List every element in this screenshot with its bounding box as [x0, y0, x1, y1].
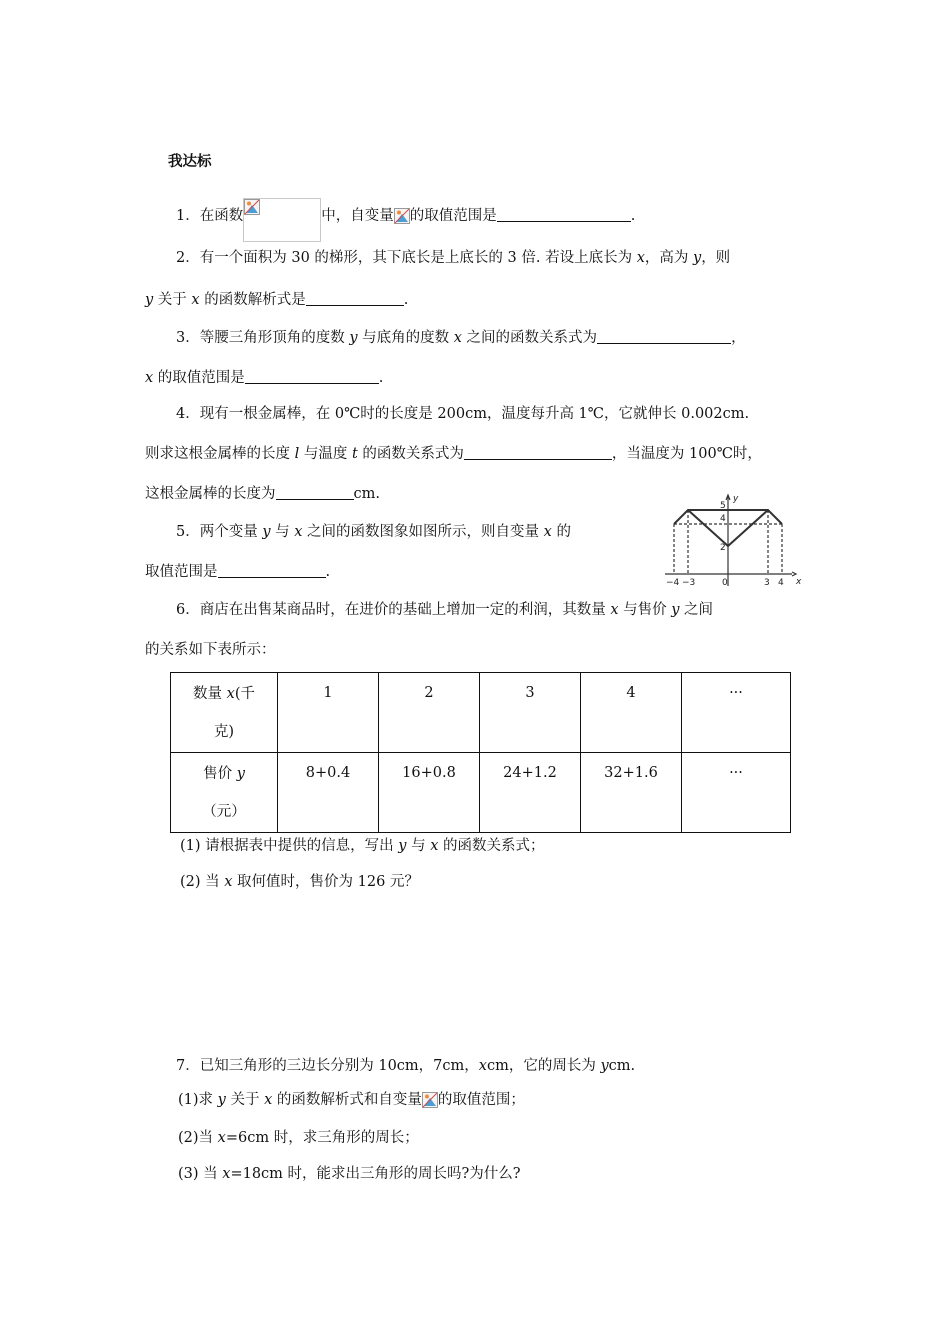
- question-6-line-2: 的关系如下表所示：: [145, 642, 276, 658]
- q2-text-e: 的函数解析式是: [199, 292, 306, 308]
- question-2-line-2: [145, 290, 408, 310]
- q7-s2-text: =6cm 时，求三角形的周长；: [225, 1130, 419, 1146]
- function-graph: [660, 490, 810, 590]
- q6-s2-text: 取何值时，售价为 126 元？: [232, 874, 419, 890]
- question-7: [176, 1056, 635, 1076]
- var-x: x: [478, 1058, 487, 1074]
- answer-blank[interactable]: [597, 329, 731, 344]
- table-cell: ···: [682, 753, 791, 833]
- q5-text-b: 与: [270, 524, 295, 540]
- question-4: [176, 404, 749, 424]
- table-cell: 3: [480, 673, 581, 753]
- var-l: l: [294, 446, 300, 462]
- question-1: [176, 198, 635, 242]
- var-x: x: [222, 1166, 231, 1182]
- var-y: y: [600, 1058, 609, 1074]
- q3-end: .: [378, 370, 384, 386]
- answer-blank[interactable]: [276, 485, 354, 500]
- answer-blank[interactable]: [245, 369, 379, 384]
- tick-neg4: −4: [666, 578, 680, 588]
- q2-number: 2．: [176, 250, 200, 266]
- q4-text-c: 与温度: [299, 446, 352, 462]
- q4-text-a: 现有一根金属棒，在 0℃时的长度是 200cm，温度每升高 1℃，它就伸长 0.002cm.: [199, 406, 750, 422]
- var-x: x: [264, 1092, 273, 1108]
- var-x: x: [453, 330, 462, 346]
- table-cell: 32+1.6: [581, 753, 682, 833]
- var-x: x: [226, 686, 235, 702]
- q6-s1-text: 的函数关系式；: [438, 838, 545, 854]
- tick-y-2: 2: [720, 543, 726, 553]
- q1-text-b: 中，自变量: [321, 208, 394, 224]
- q7-s2-text: (2)当: [178, 1130, 218, 1146]
- q1-end: .: [630, 208, 636, 224]
- var-t: t: [351, 446, 358, 462]
- tick-4: 4: [778, 578, 784, 588]
- var-y: y: [145, 292, 154, 308]
- q6-number: 6．: [176, 602, 200, 618]
- table-cell: 1: [278, 673, 379, 753]
- var-x: x: [217, 1130, 226, 1146]
- question-6-sub-1: [180, 836, 544, 856]
- question-4-line-3: [145, 484, 380, 504]
- question-2: [176, 248, 730, 268]
- tick-y-5: 5: [720, 501, 726, 511]
- tick-neg3: −3: [682, 578, 696, 588]
- table-cell: 16+0.8: [379, 753, 480, 833]
- y-label: y: [733, 494, 739, 504]
- question-6-sub-2: [180, 872, 419, 892]
- q6-text-b: 与售价: [618, 602, 672, 618]
- var-x: x: [610, 602, 619, 618]
- q7-text-c: cm.: [608, 1058, 636, 1074]
- q7-text-a: 已知三角形的三边长分别为 10cm，7cm，: [199, 1058, 479, 1074]
- q2-text-a: 有一个面积为 30 的梯形，其下底长是上底长的 3 倍. 若设上底长为: [199, 250, 637, 266]
- question-5: [176, 522, 571, 542]
- answer-blank[interactable]: [306, 291, 404, 306]
- x-label: x: [796, 577, 802, 587]
- table-cell: ···: [682, 673, 791, 753]
- q6-s2-text: (2) 当: [180, 874, 225, 890]
- q6-s1-text: 与: [406, 838, 431, 854]
- var-y: y: [349, 330, 358, 346]
- var-y: y: [692, 250, 702, 266]
- header-text: 售价: [203, 766, 237, 782]
- q7-number: 7．: [176, 1058, 200, 1074]
- q3-text-d: 的取值范围是: [153, 370, 245, 386]
- answer-blank[interactable]: [464, 445, 612, 460]
- broken-image-icon: [394, 208, 410, 224]
- question-4-line-2: [145, 444, 762, 464]
- q7-s1-text: 的函数解析式和自变量: [272, 1092, 422, 1108]
- var-x: x: [543, 524, 552, 540]
- q3-text-a: 等腰三角形顶角的度数: [199, 330, 350, 346]
- broken-image-icon: [422, 1092, 438, 1108]
- q3-text-b: 与底角的度数: [357, 330, 454, 346]
- q2-text-b: ，高为: [644, 250, 693, 266]
- q3-comma: ，: [731, 330, 746, 346]
- answer-blank[interactable]: [497, 207, 631, 222]
- var-y: y: [262, 524, 271, 540]
- function-formula-image: [243, 198, 321, 242]
- header-text: （元）: [202, 804, 246, 820]
- q7-text-b: cm，它的周长为: [486, 1058, 601, 1074]
- q3-text-c: 之间的函数关系式为: [461, 330, 598, 346]
- tick-3: 3: [764, 578, 770, 588]
- price-table: [170, 672, 791, 833]
- q2-text-c: ，则: [701, 250, 731, 266]
- question-5-line-2: [145, 562, 330, 582]
- table-row: [171, 753, 791, 833]
- table-row: [171, 673, 791, 753]
- table-cell: 2: [379, 673, 480, 753]
- q2-end: .: [403, 292, 409, 308]
- q5-text-d: 的: [551, 524, 571, 540]
- q3-number: 3．: [176, 330, 200, 346]
- variable-x-image: [422, 1092, 438, 1108]
- q6-text-c: 之间: [679, 602, 714, 618]
- q6-s1-text: (1) 请根据表中提供的信息，写出: [180, 838, 399, 854]
- q2-text-d: 关于: [153, 292, 192, 308]
- q1-number: 1．: [176, 208, 200, 224]
- var-y: y: [398, 838, 407, 854]
- q4-text-b: 则求这根金属棒的长度: [145, 446, 295, 462]
- q6-text-a: 商店在出售某商品时，在进价的基础上增加一定的利润，其数量: [199, 602, 611, 618]
- var-x: x: [430, 838, 439, 854]
- header-text: 克): [213, 724, 235, 740]
- tick-y-4: 4: [720, 514, 726, 524]
- question-3: [176, 328, 746, 348]
- header-text: 数量: [193, 686, 227, 702]
- broken-image-icon: [244, 199, 260, 215]
- var-x: x: [294, 524, 303, 540]
- q7-s3-text: =18cm 时，能求出三角形的周长吗?为什么?: [230, 1166, 521, 1182]
- var-x: x: [636, 250, 645, 266]
- x-axis-arrow: [792, 572, 796, 576]
- q7-s1-text: 的取值范围；: [437, 1092, 525, 1108]
- q1-text-c: 的取值范围是: [409, 208, 497, 224]
- var-x: x: [145, 370, 154, 386]
- q1-text-a: 在函数: [199, 208, 244, 224]
- q4-number: 4．: [176, 406, 200, 422]
- var-x: x: [224, 874, 233, 890]
- q5-number: 5．: [176, 524, 200, 540]
- tick-0: 0: [722, 578, 728, 588]
- header-text: (千: [234, 686, 255, 702]
- q5-text-a: 两个变量: [199, 524, 263, 540]
- answer-blank[interactable]: [218, 563, 326, 578]
- q5-text-e: 取值范围是: [145, 564, 218, 580]
- q4-text-e: ，当温度为 100℃时，: [611, 446, 762, 462]
- question-6: [176, 600, 713, 620]
- section-title: 我达标: [168, 153, 212, 170]
- q4-text-d: 的函数关系式为: [357, 446, 464, 462]
- table-cell: 4: [581, 673, 682, 753]
- question-3-line-2: [145, 368, 383, 388]
- q4-text-g: cm.: [353, 486, 380, 502]
- var-x: x: [191, 292, 200, 308]
- table-header-price: [171, 753, 278, 833]
- q4-text-f: 这根金属棒的长度为: [145, 486, 276, 502]
- question-7-sub-3: [178, 1164, 521, 1184]
- table-cell: 24+1.2: [480, 753, 581, 833]
- table-cell: 8+0.4: [278, 753, 379, 833]
- variable-x-image: [394, 208, 410, 224]
- question-7-sub-1: [178, 1090, 525, 1110]
- q5-end: .: [325, 564, 331, 580]
- q7-s3-text: (3) 当: [178, 1166, 223, 1182]
- var-y: y: [217, 1092, 226, 1108]
- q5-text-c: 之间的函数图象如图所示，则自变量: [302, 524, 544, 540]
- q7-s1-text: (1)求: [178, 1092, 218, 1108]
- var-y: y: [671, 602, 680, 618]
- question-7-sub-2: [178, 1128, 419, 1148]
- table-header-quantity: [171, 673, 278, 753]
- q7-s1-text: 关于: [225, 1092, 265, 1108]
- var-y: y: [236, 766, 245, 782]
